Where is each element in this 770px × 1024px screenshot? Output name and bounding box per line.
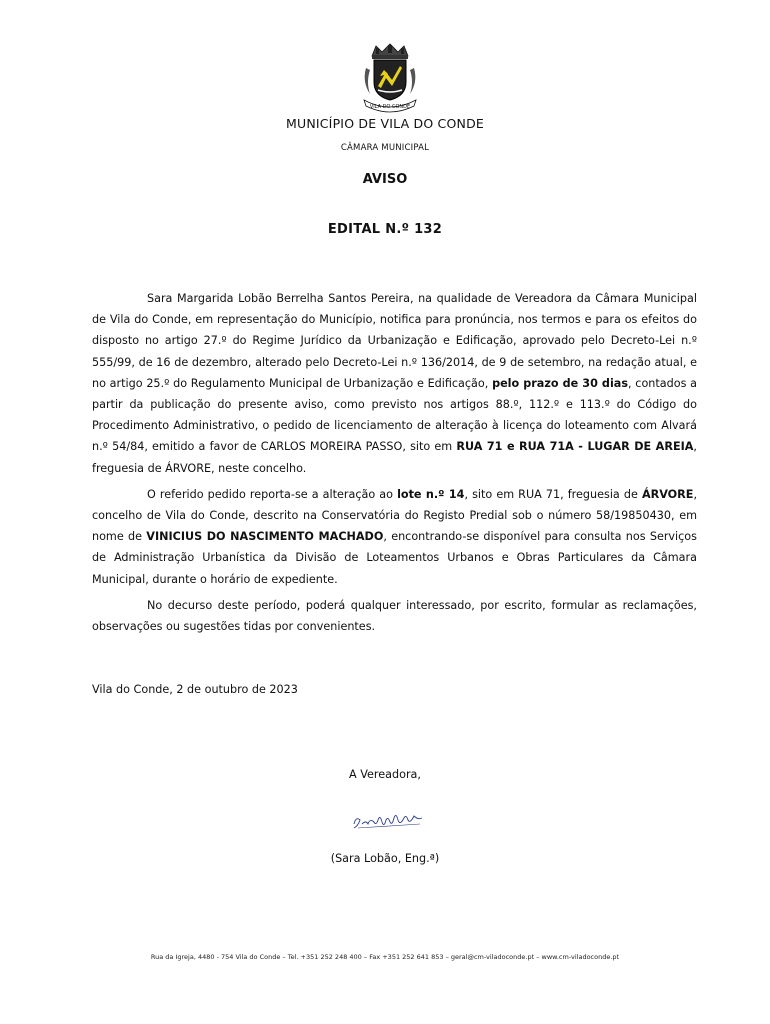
municipality-name: MUNICÍPIO DE VILA DO CONDE [285, 116, 484, 131]
footer-contact: Rua da Igreja, 4480 - 754 Vila do Conde – Tel. +351 252 248 400 – Fax +351 252 641 853 – geral@cm-viladoconde.pt – www.cm-viladoconde.pt [150, 953, 620, 961]
paragraph-1: Sara Margarida Lobão Berrelha Santos Pereira, na qualidade de Vereadora da Câmara Municipal de Vila do Conde, em representação do Município, notifica para pronúncia, nos termos e para os efeitos do disposto no artigo 27.º do Regime Jurídico da Urbanização e Edificação, aprovado pelo Decreto-Lei n.º 555/99, de 16 de dezembro, alterado pelo Decreto-Lei n.º 136/2014, de 9 de setembro, na redação atual, e no artigo 25.º do Regulamento Municipal de Urbanização e Edificação, pelo prazo de 30 dias, contados a partir da publicação do presente aviso, como previsto nos artigos 88.º, 112.º e 113.º do Código do Procedimento Administrativo, o pedido de licenciamento de alteração à licença do loteamento com Alvará n.º 54/84, emitido a favor de CARLOS MOREIRA PASSO, sito em RUA 71 e RUA 71A - LUGAR DE AREIA, freguesia de ÁRVORE, neste concelho. [92, 292, 697, 475]
crest-motto: VILA DO CONDE [369, 104, 411, 110]
council-name: CÂMARA MUNICIPAL [340, 143, 430, 153]
handwritten-signature [348, 806, 428, 834]
signatory-name: (Sara Lobão, Eng.ª) [330, 852, 440, 865]
signatory-role: A Vereadora, [349, 768, 421, 781]
date-line: Vila do Conde, 2 de outubro de 2023 [92, 683, 298, 696]
paragraph-3: No decurso deste período, poderá qualquer interessado, por escrito, formular as reclamações, observações ou sugestões tidas por convenientes. [92, 598, 697, 634]
edital-number: EDITAL N.º 132 [327, 222, 443, 237]
notice-body [92, 288, 697, 642]
municipal-crest-logo [356, 42, 424, 114]
paragraph-2: O referido pedido reporta-se a alteração ao lote n.º 14, sito em RUA 71, freguesia de ÁRVORE, concelho de Vila do Conde, descrito na Conservatória do Registo Predial sob o número 58/19850430, em nome de VINICIUS DO NASCIMENTO MACHADO, encontrando-se disponível para consulta nos Serviços de Administração Urbanística da Divisão de Loteamentos Urbanos e Obras Particulares da Câmara Municipal, durante o horário de expediente. [92, 487, 698, 586]
notice-type: AVISO [362, 172, 408, 187]
